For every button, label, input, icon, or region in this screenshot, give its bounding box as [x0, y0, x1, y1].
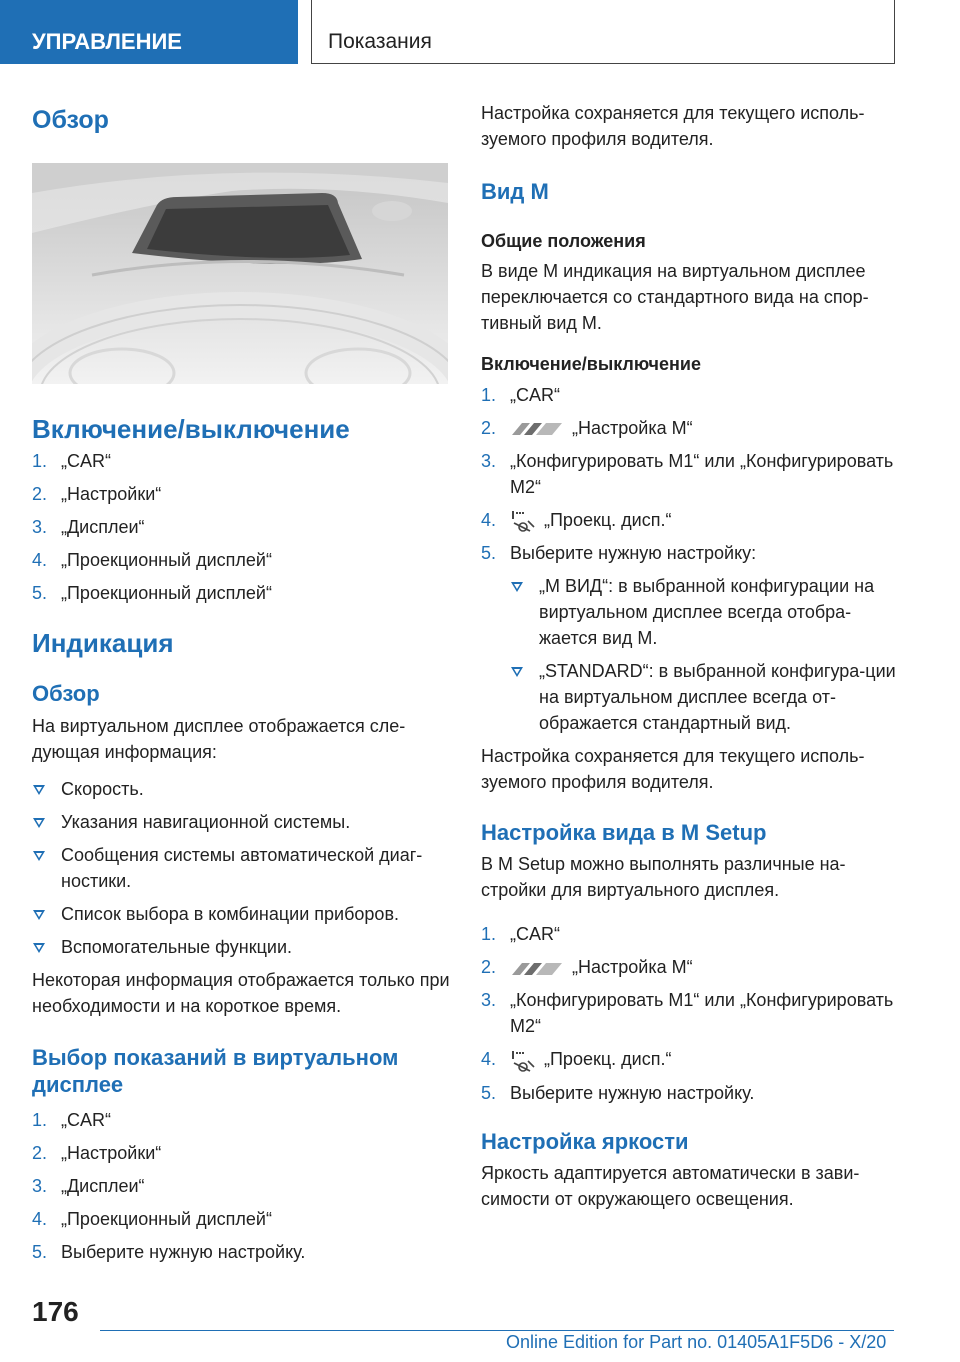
list-item: 5. „Проекционный дисплей“ — [32, 583, 272, 604]
left-column — [32, 96, 450, 1272]
list-item: Список выбора в комбинации приборов. — [32, 901, 450, 927]
msetup-text: В M Setup можно выполнять различные на-стройки для виртуального дисплея. — [481, 854, 846, 901]
list-item: 1. „CAR“ — [481, 924, 560, 945]
brightness-text: Яркость адаптируется автоматически в зави-симости от окружающего освещения. — [481, 1163, 860, 1209]
m-stripes-icon — [510, 962, 564, 976]
footer-divider — [100, 1330, 894, 1331]
list-item: 1. „CAR“ — [32, 451, 111, 472]
list-item: 3. „Конфигурировать M1“ или „Конфигурировать M2“ — [481, 450, 894, 497]
list-item: 4. „Проекционный дисплей“ — [32, 1208, 272, 1229]
indication-intro: На виртуальном дисплее отображается сле-дующая информация: — [32, 715, 406, 762]
msetup-steps — [481, 921, 901, 1105]
right-column — [481, 100, 901, 1212]
hud-illustration — [32, 163, 448, 384]
overview-heading: Обзор — [32, 106, 109, 134]
list-item: 3. „Дисплеи“ — [32, 517, 145, 538]
list-item: 2. „Настройки“ — [32, 1142, 162, 1163]
save-note: Настройка сохраняется для текущего исполь-зуемого профиля водителя. — [481, 745, 865, 792]
list-item: 1. „CAR“ — [481, 384, 560, 405]
triangle-bullet-icon — [511, 667, 523, 677]
view-m-sub-bullets — [510, 573, 901, 736]
indication-overview-heading: Обзор — [32, 681, 100, 707]
save-note: Настройка сохраняется для текущего исполь-зуемого профиля водителя. — [481, 103, 865, 149]
indication-bullets — [32, 776, 450, 960]
list-item: 2. „Настройка M“ — [481, 417, 693, 438]
footer-edition: Online Edition for Part no. 01405A1F5D6 - X/20 — [506, 1332, 887, 1352]
head-up-display-icon — [510, 1049, 536, 1073]
triangle-bullet-icon — [511, 582, 523, 592]
triangle-bullet-icon — [33, 943, 45, 953]
list-item: Сообщения системы автоматической диаг-ностики. — [32, 842, 450, 894]
indication-heading: Индикация — [32, 628, 174, 659]
onoff-heading: Включение/выключение — [32, 414, 350, 444]
view-m-steps — [481, 382, 901, 566]
list-item: 5. Выберите нужную настройку. — [481, 1082, 755, 1103]
list-item: Указания навигационной системы. — [32, 809, 450, 835]
hud-photo — [32, 163, 448, 384]
list-item: 2. „Настройки“ — [32, 484, 162, 505]
list-item: 1. „CAR“ — [32, 1109, 111, 1130]
list-item: 4. „Проекц. дисп.“ — [481, 1046, 901, 1072]
list-item: Вспомогательные функции. — [32, 934, 450, 960]
list-item: 3. „Дисплеи“ — [32, 1175, 145, 1196]
view-m-heading: Вид M — [481, 179, 549, 204]
msetup-heading: Настройка вида в M Setup — [481, 819, 767, 845]
chapter-box — [311, 0, 895, 64]
list-item: 4. „Проекционный дисплей“ — [32, 550, 272, 571]
list-item: 3. „Конфигурировать M1“ или „Конфигурировать M2“ — [481, 990, 894, 1037]
m-stripes-icon — [510, 422, 564, 436]
list-item: „M ВИД“: в выбранной конфигурации на виртуальном дисплее всегда отобра-жается вид M. — [510, 573, 901, 651]
list-item: 5. Выберите нужную настройку: — [481, 542, 757, 563]
triangle-bullet-icon — [33, 851, 45, 861]
select-heading: Выбор показаний в виртуальном дисплее — [32, 1044, 399, 1098]
list-item: 4. „Проекц. дисп.“ — [481, 507, 901, 533]
list-item: „STANDARD“: в выбранной конфигура-ции на виртуальном дисплее всегда от-ображается стандартный вид. — [510, 658, 901, 736]
triangle-bullet-icon — [33, 910, 45, 920]
section-title: УПРАВЛЕНИЕ — [32, 29, 182, 54]
select-steps — [32, 1107, 450, 1265]
onoff-steps — [32, 448, 450, 606]
chapter-title: Показания — [328, 30, 432, 53]
onoff-heading: Включение/выключение — [481, 353, 701, 374]
triangle-bullet-icon — [33, 818, 45, 828]
general-text: В виде M индикация на виртуальном дисплее переключается со стандартного вида на спор-тивный вид M. — [481, 260, 869, 333]
list-item: 5. Выберите нужную настройку. — [32, 1241, 306, 1262]
list-item: 2. „Настройка M“ — [481, 957, 693, 978]
section-tab — [0, 0, 298, 64]
indication-note: Некоторая информация отображается только при необходимости и на короткое время. — [32, 969, 450, 1016]
general-heading: Общие положения — [481, 230, 646, 251]
page-number: 176 — [32, 1296, 79, 1327]
brightness-heading: Настройка яркости — [481, 1128, 689, 1154]
list-item: Скорость. — [32, 776, 450, 802]
head-up-display-icon — [510, 509, 536, 533]
triangle-bullet-icon — [33, 785, 45, 795]
